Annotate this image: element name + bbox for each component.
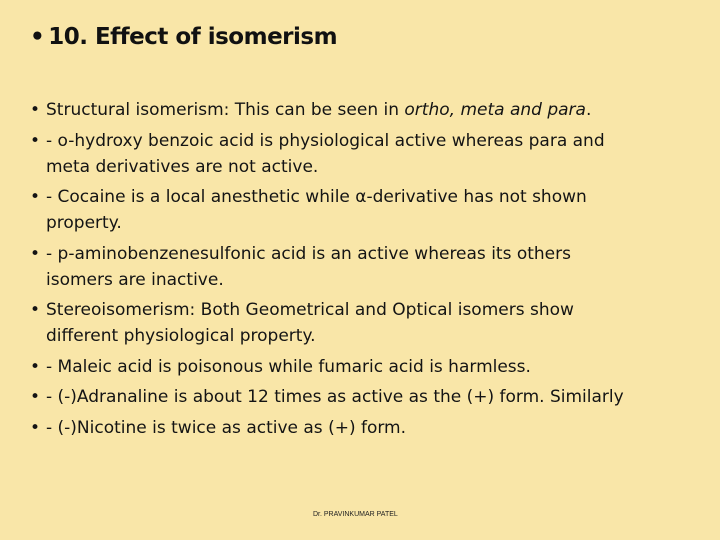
list-item <box>30 354 702 380</box>
bullet-dot: • <box>30 300 41 320</box>
list-item <box>30 97 702 123</box>
item-text-continued: property. <box>46 213 122 233</box>
item-text: - (-)Nicotine is twice as active as (+) form. <box>46 417 407 438</box>
item-text: - Cocaine is a local anesthetic while α-derivative has not shown <box>46 187 587 207</box>
list-item <box>30 384 702 410</box>
list-item <box>30 297 702 349</box>
item-text: - (-)Adranaline is about 12 times as active as the (+) form. Similarly <box>46 387 624 407</box>
list-item <box>30 184 702 236</box>
item-text: - p-aminobenzenesulfonic acid is an active whereas its others <box>46 243 571 264</box>
bullet-list <box>30 97 702 445</box>
bullet-dot: • <box>30 356 41 377</box>
list-item <box>30 415 702 441</box>
item-text-continued: different physiological property. <box>46 326 316 346</box>
item-text: . <box>585 100 592 120</box>
item-text: - Maleic acid is poisonous while fumaric acid is harmless. <box>46 356 531 377</box>
item-text-continued: meta derivatives are not active. <box>46 156 319 177</box>
bullet-dot: • <box>30 100 41 120</box>
bullet-dot: • <box>30 130 41 151</box>
title-bullet: • <box>30 24 45 50</box>
bullet-dot: • <box>30 187 41 207</box>
list-item <box>30 241 702 293</box>
bullet-dot: • <box>30 243 41 264</box>
bullet-dot: • <box>30 387 41 407</box>
slide-title <box>30 24 337 50</box>
list-item <box>30 128 702 180</box>
item-text-italic: ortho, meta and para <box>404 100 586 120</box>
item-text: Structural isomerism: This can be seen in <box>46 100 405 120</box>
item-text-continued: isomers are inactive. <box>46 269 224 290</box>
bullet-dot: • <box>30 417 41 438</box>
item-text: Stereoisomerism: Both Geometrical and Optical isomers show <box>46 300 574 320</box>
item-text: - o-hydroxy benzoic acid is physiological active whereas para and <box>46 130 605 151</box>
footer-author: Dr. PRAVINKUMAR PATEL <box>313 511 398 518</box>
title-text: 10. Effect of isomerism <box>48 24 338 50</box>
